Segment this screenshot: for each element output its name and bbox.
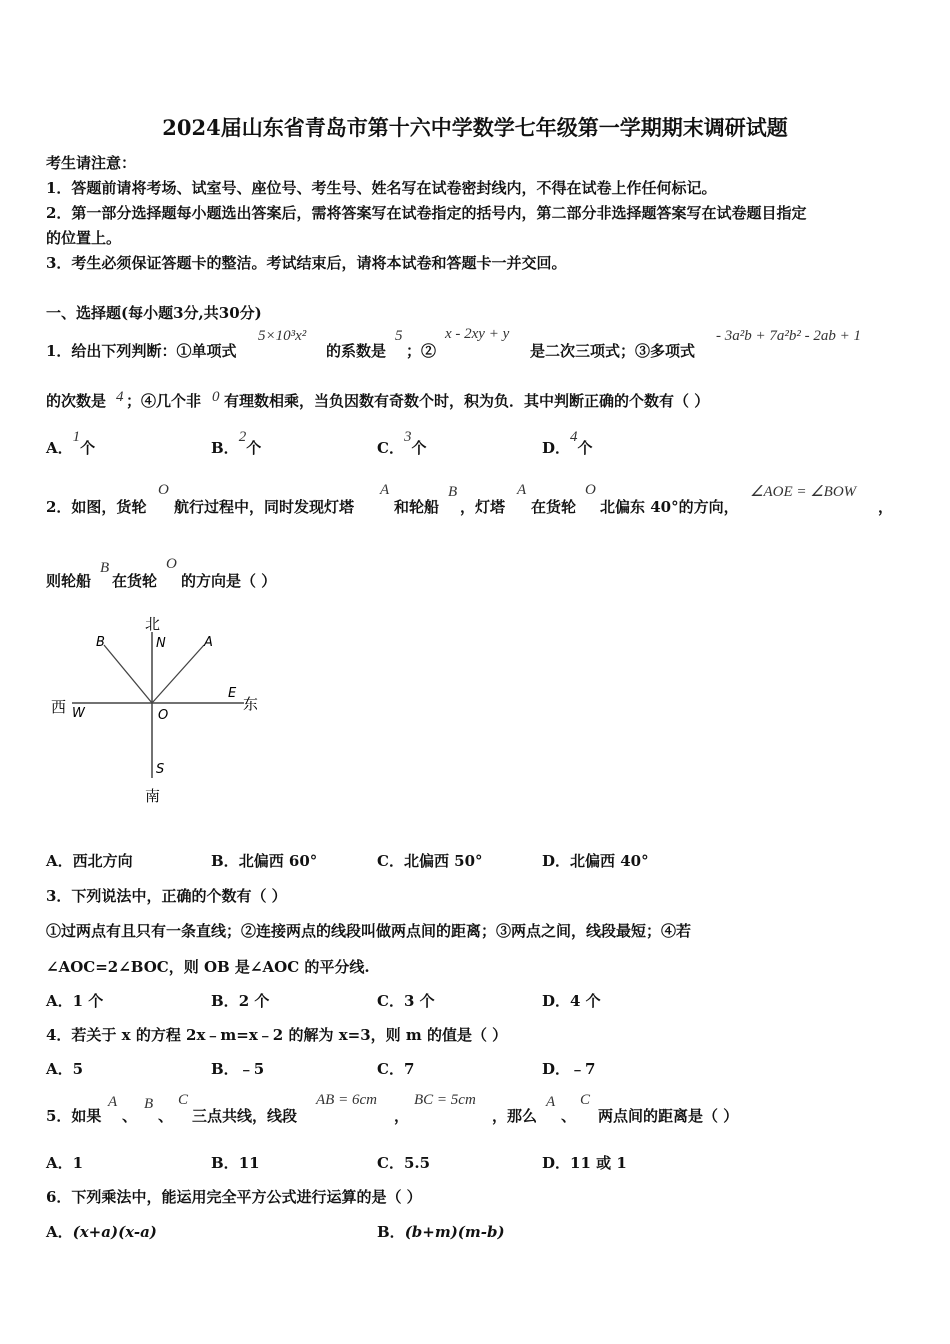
notice-item: 2．第一部分选择题每小题选出答案后，需将答案写在试卷指定的括号内，第二部分非选择题答案写在试卷题目指定: [46, 204, 807, 222]
q2-text: 航行过程中，同时发现灯塔: [174, 498, 355, 516]
q2-option-d[interactable]: [542, 850, 649, 871]
option-label: C．: [377, 852, 404, 870]
q5-math: BC = 5cm: [414, 1092, 476, 1108]
q2-math: O: [166, 556, 177, 572]
option-text: 北偏西 40°: [570, 852, 649, 870]
option-text: 北偏西 50°: [403, 852, 483, 870]
option-label: B．: [211, 1060, 239, 1078]
option-text: 11 或 1: [570, 1154, 627, 1172]
q5-math: B: [144, 1096, 154, 1112]
option-label: B．: [211, 439, 239, 457]
q5-math: AB = 6cm: [316, 1092, 377, 1108]
q5-text: 、: [158, 1107, 174, 1125]
notice-heading: 考生请注意：: [46, 154, 137, 172]
q1-math: 5×10³x²: [258, 328, 307, 344]
q2-text: ，灯塔: [460, 498, 506, 516]
option-label: D．: [542, 1060, 571, 1078]
q2-text: 和轮船: [394, 498, 440, 516]
option-unit: 个: [411, 439, 427, 457]
option-label: D．: [542, 992, 571, 1010]
q5-option-b[interactable]: [211, 1152, 260, 1173]
q2-math: B: [100, 560, 110, 576]
q4-stem: 4．若关于 x 的方程 2x﹣m=x﹣2 的解为 x=3，则 m 的值是（ ）: [46, 1026, 508, 1044]
option-label: D．: [542, 439, 571, 457]
q2-text: 的方向是（ ）: [181, 572, 277, 590]
q2-math: ∠AOE = ∠BOW: [750, 484, 857, 500]
option-value: 2: [238, 429, 247, 445]
q3-option-c[interactable]: [377, 990, 435, 1011]
option-text: 1 个: [72, 992, 104, 1010]
option-unit: 个: [577, 439, 593, 457]
option-unit: 个: [80, 439, 96, 457]
label-s: S: [156, 762, 165, 777]
q1-math: 5: [395, 328, 403, 344]
q2-text: ，: [878, 498, 894, 516]
label-b: B: [96, 635, 105, 650]
option-unit: 个: [246, 439, 262, 457]
section-heading: 一、选择题(每小题3分,共30分): [46, 304, 262, 322]
option-value: 3: [403, 429, 412, 445]
q5-text: 两点间的距离是（ ）: [598, 1107, 739, 1125]
q4-option-b[interactable]: [211, 1058, 264, 1079]
q2-text: 北偏东 40°的方向，: [600, 498, 739, 516]
q2-math: A: [380, 482, 390, 498]
q5-math: A: [546, 1094, 556, 1110]
q5-math: A: [108, 1094, 118, 1110]
q2-option-c[interactable]: [377, 850, 483, 871]
option-text: 1: [72, 1154, 84, 1172]
q3-text: ①过两点有且只有一条直线；②连接两点的线段叫做两点间的距离；③两点之间，线段最短；④若: [46, 922, 692, 940]
q1-text: 1．给出下列判断：①单项式: [46, 342, 237, 360]
option-text: 3 个: [403, 992, 435, 1010]
q1-math: - 3a²b + 7a²b² - 2ab + 1: [716, 328, 861, 344]
option-label: C．: [377, 1060, 404, 1078]
q5-option-d[interactable]: [542, 1152, 627, 1173]
notice-item: 的位置上。: [46, 229, 122, 247]
q2-text: 在货轮: [531, 498, 577, 516]
option-text: 西北方向: [72, 852, 133, 870]
option-label: D．: [542, 1154, 571, 1172]
q1-text: 的系数是: [326, 342, 387, 360]
option-text: (b+m)(m-b): [404, 1223, 505, 1241]
q2-text: 则轮船: [46, 572, 92, 590]
label-west: 西: [51, 698, 67, 716]
q5-option-a[interactable]: [46, 1152, 83, 1173]
q3-stem: 3．下列说法中，正确的个数有（ ）: [46, 887, 287, 905]
option-text: 4 个: [570, 992, 601, 1010]
option-text: 2 个: [238, 992, 270, 1010]
option-label: A．: [46, 439, 73, 457]
option-text: 11: [238, 1154, 260, 1172]
ray-oa: [152, 645, 204, 703]
label-w: W: [72, 706, 85, 721]
q1-option-d[interactable]: [542, 429, 593, 458]
option-label: A．: [46, 1060, 73, 1078]
label-north: 北: [145, 615, 161, 633]
q2-option-a[interactable]: [46, 850, 133, 871]
q1-option-a[interactable]: [46, 429, 96, 458]
option-text: 北偏西 60°: [238, 852, 318, 870]
q5-math: C: [178, 1092, 189, 1108]
option-label: B．: [211, 992, 239, 1010]
q6-stem: 6．下列乘法中，能运用完全平方公式进行运算的是（ ）: [46, 1188, 422, 1206]
q1-option-b[interactable]: [211, 429, 262, 458]
q1-text: 的次数是: [46, 392, 107, 410]
q5-math: C: [580, 1092, 591, 1108]
q2-math: O: [158, 482, 169, 498]
q1-text: ；④几个非: [126, 392, 202, 410]
q2-text: 在货轮: [112, 572, 158, 590]
q1-math: x - 2xy + y: [445, 326, 510, 342]
label-south: 南: [145, 787, 161, 805]
option-label: A．: [46, 1223, 73, 1241]
q2-math: O: [585, 482, 596, 498]
q1-option-c[interactable]: [377, 429, 427, 458]
option-label: C．: [377, 992, 404, 1010]
label-east: 东: [243, 695, 259, 713]
q5-text: 5．如果: [46, 1107, 102, 1125]
option-label: D．: [542, 852, 571, 870]
label-a: A: [204, 635, 213, 650]
option-text: 5: [72, 1060, 84, 1078]
notice-item: 1．答题前请将考场、试室号、座位号、考生号、姓名写在试卷密封线内，不得在试卷上作任何标记。: [46, 179, 717, 197]
option-label: B．: [211, 852, 239, 870]
q3-option-a[interactable]: [46, 990, 103, 1011]
q5-text: ，那么: [492, 1107, 538, 1125]
option-label: B．: [211, 1154, 239, 1172]
q3-text: ∠AOC=2∠BOC，则 OB 是∠AOC 的平分线.: [46, 958, 370, 976]
q6-option-a[interactable]: [46, 1221, 157, 1242]
q5-text: 、: [561, 1107, 577, 1125]
option-label: A．: [46, 852, 73, 870]
q1-math: 4: [116, 389, 124, 405]
q2-option-b[interactable]: [211, 850, 317, 871]
option-label: C．: [377, 439, 404, 457]
option-label: C．: [377, 1154, 404, 1172]
page-title: 2024届山东省青岛市第十六中学数学七年级第一学期期末调研试题: [162, 115, 788, 140]
q3-option-b[interactable]: [211, 990, 269, 1011]
ray-ob: [104, 645, 152, 703]
q4-option-a[interactable]: [46, 1058, 83, 1079]
option-text: ﹣7: [570, 1060, 596, 1078]
notice-item: 3．考生必须保证答题卡的整洁。考试结束后，请将本试卷和答题卡一并交回。: [46, 254, 567, 272]
q5-option-c[interactable]: [377, 1152, 430, 1173]
q3-option-d[interactable]: [542, 990, 601, 1011]
q2-text: 2．如图，货轮: [46, 498, 147, 516]
q1-math: 0: [212, 389, 220, 405]
q1-text: 有理数相乘，当负因数有奇数个时，积为负．其中判断正确的个数有（ ）: [224, 392, 710, 410]
q2-math: A: [517, 482, 527, 498]
q4-option-d[interactable]: [542, 1058, 595, 1079]
q5-text: 三点共线，线段: [192, 1107, 298, 1125]
q1-text: 是二次三项式；③多项式: [530, 342, 696, 360]
q4-option-c[interactable]: [377, 1058, 414, 1079]
q1-text: ；②: [406, 342, 437, 360]
q5-text: ，: [394, 1107, 410, 1125]
label-o: O: [158, 708, 169, 723]
option-label: B．: [377, 1223, 405, 1241]
option-text: (x+a)(x-a): [72, 1223, 157, 1241]
q2-math: B: [448, 484, 458, 500]
option-value: 1: [72, 429, 81, 445]
option-text: 7: [403, 1060, 415, 1078]
option-text: 5.5: [403, 1154, 431, 1172]
option-label: A．: [46, 992, 73, 1010]
label-e: E: [228, 686, 237, 701]
option-value: 4: [570, 429, 578, 445]
q6-option-b[interactable]: [377, 1221, 505, 1242]
label-n: N: [156, 636, 166, 651]
compass-figure: [44, 610, 274, 810]
q5-text: 、: [122, 1107, 138, 1125]
option-label: A．: [46, 1154, 73, 1172]
option-text: ﹣5: [238, 1060, 265, 1078]
